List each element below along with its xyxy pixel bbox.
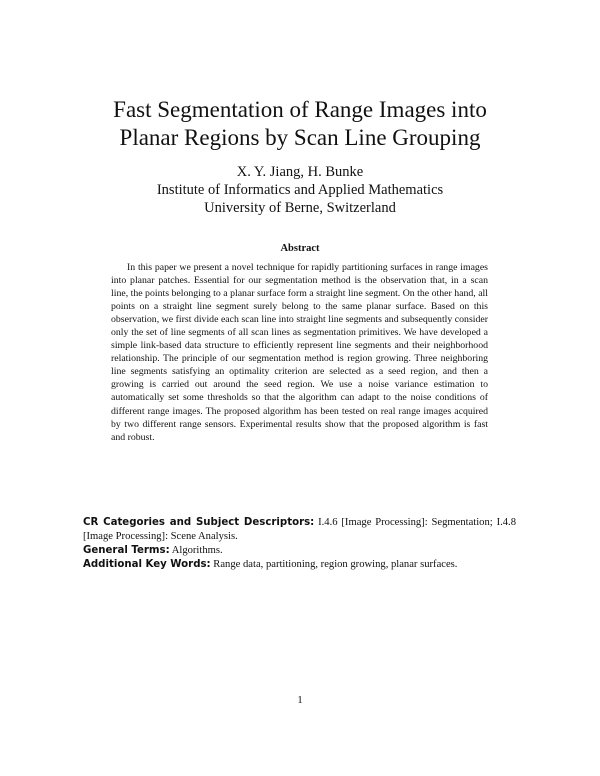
general-terms-text: Algorithms. <box>169 545 223 556</box>
abstract-text: In this paper we present a novel technique for rapidly partitioning surfaces in range images into planar patches. Essential for our segmentation method is the observation that, in a scan line, the points belonging to a planar surface form a straight line segment. On the other hand, all points on a straight line segment surely belong to the same planar surface. Based on this observation, we first divide each scan line into straight line segments and subsequently consider only the set of line segments of all scan lines as segmentation primitives. We have developed a simple link-based data structure to efficiently represent line segments and their neighborhood relationship. The principle of our segmentation method is region growing. Three neighboring line segments satisfying an optimality criterion are selected as a seed region, and then a growing is carried out around the seed region. We use a noise variance estimation to automatically set some thresholds so that the algorithm can adapt to the noise conditions of different range images. The proposed algorithm has been tested on real range images acquired by two different range sensors. Experimental results show that the proposed algorithm is fast and robust. <box>111 262 488 443</box>
title-line-1: Fast Segmentation of Range Images into <box>113 97 487 122</box>
title-line-2: Planar Regions by Scan Line Grouping <box>119 125 481 150</box>
page-number: 1 <box>297 694 303 706</box>
affiliation-line-1: Institute of Informatics and Applied Mathematics <box>156 182 444 198</box>
cr-categories-label: CR Categories and Subject Descriptors: <box>83 517 315 528</box>
general-terms <box>83 544 516 558</box>
additional-keywords-label: Additional Key Words: <box>83 559 211 570</box>
abstract-heading: Abstract <box>280 243 320 254</box>
paper-title <box>60 96 540 152</box>
author-names: X. Y. Jiang, H. Bunke <box>236 164 364 180</box>
affiliation-line-2: University of Berne, Switzerland <box>204 200 396 216</box>
cr-categories <box>83 516 516 544</box>
additional-keywords-text: Range data, partitioning, region growing, planar surfaces. <box>210 559 458 570</box>
author-block <box>60 163 540 217</box>
additional-keywords <box>83 558 516 572</box>
cr-categories-text: I.4.6 [Image Processing]: Segmentation; I.4.8 [Image Processing]: Scene Analysis. <box>83 517 516 542</box>
general-terms-label: General Terms: <box>83 545 170 556</box>
keywords-block <box>83 516 516 572</box>
